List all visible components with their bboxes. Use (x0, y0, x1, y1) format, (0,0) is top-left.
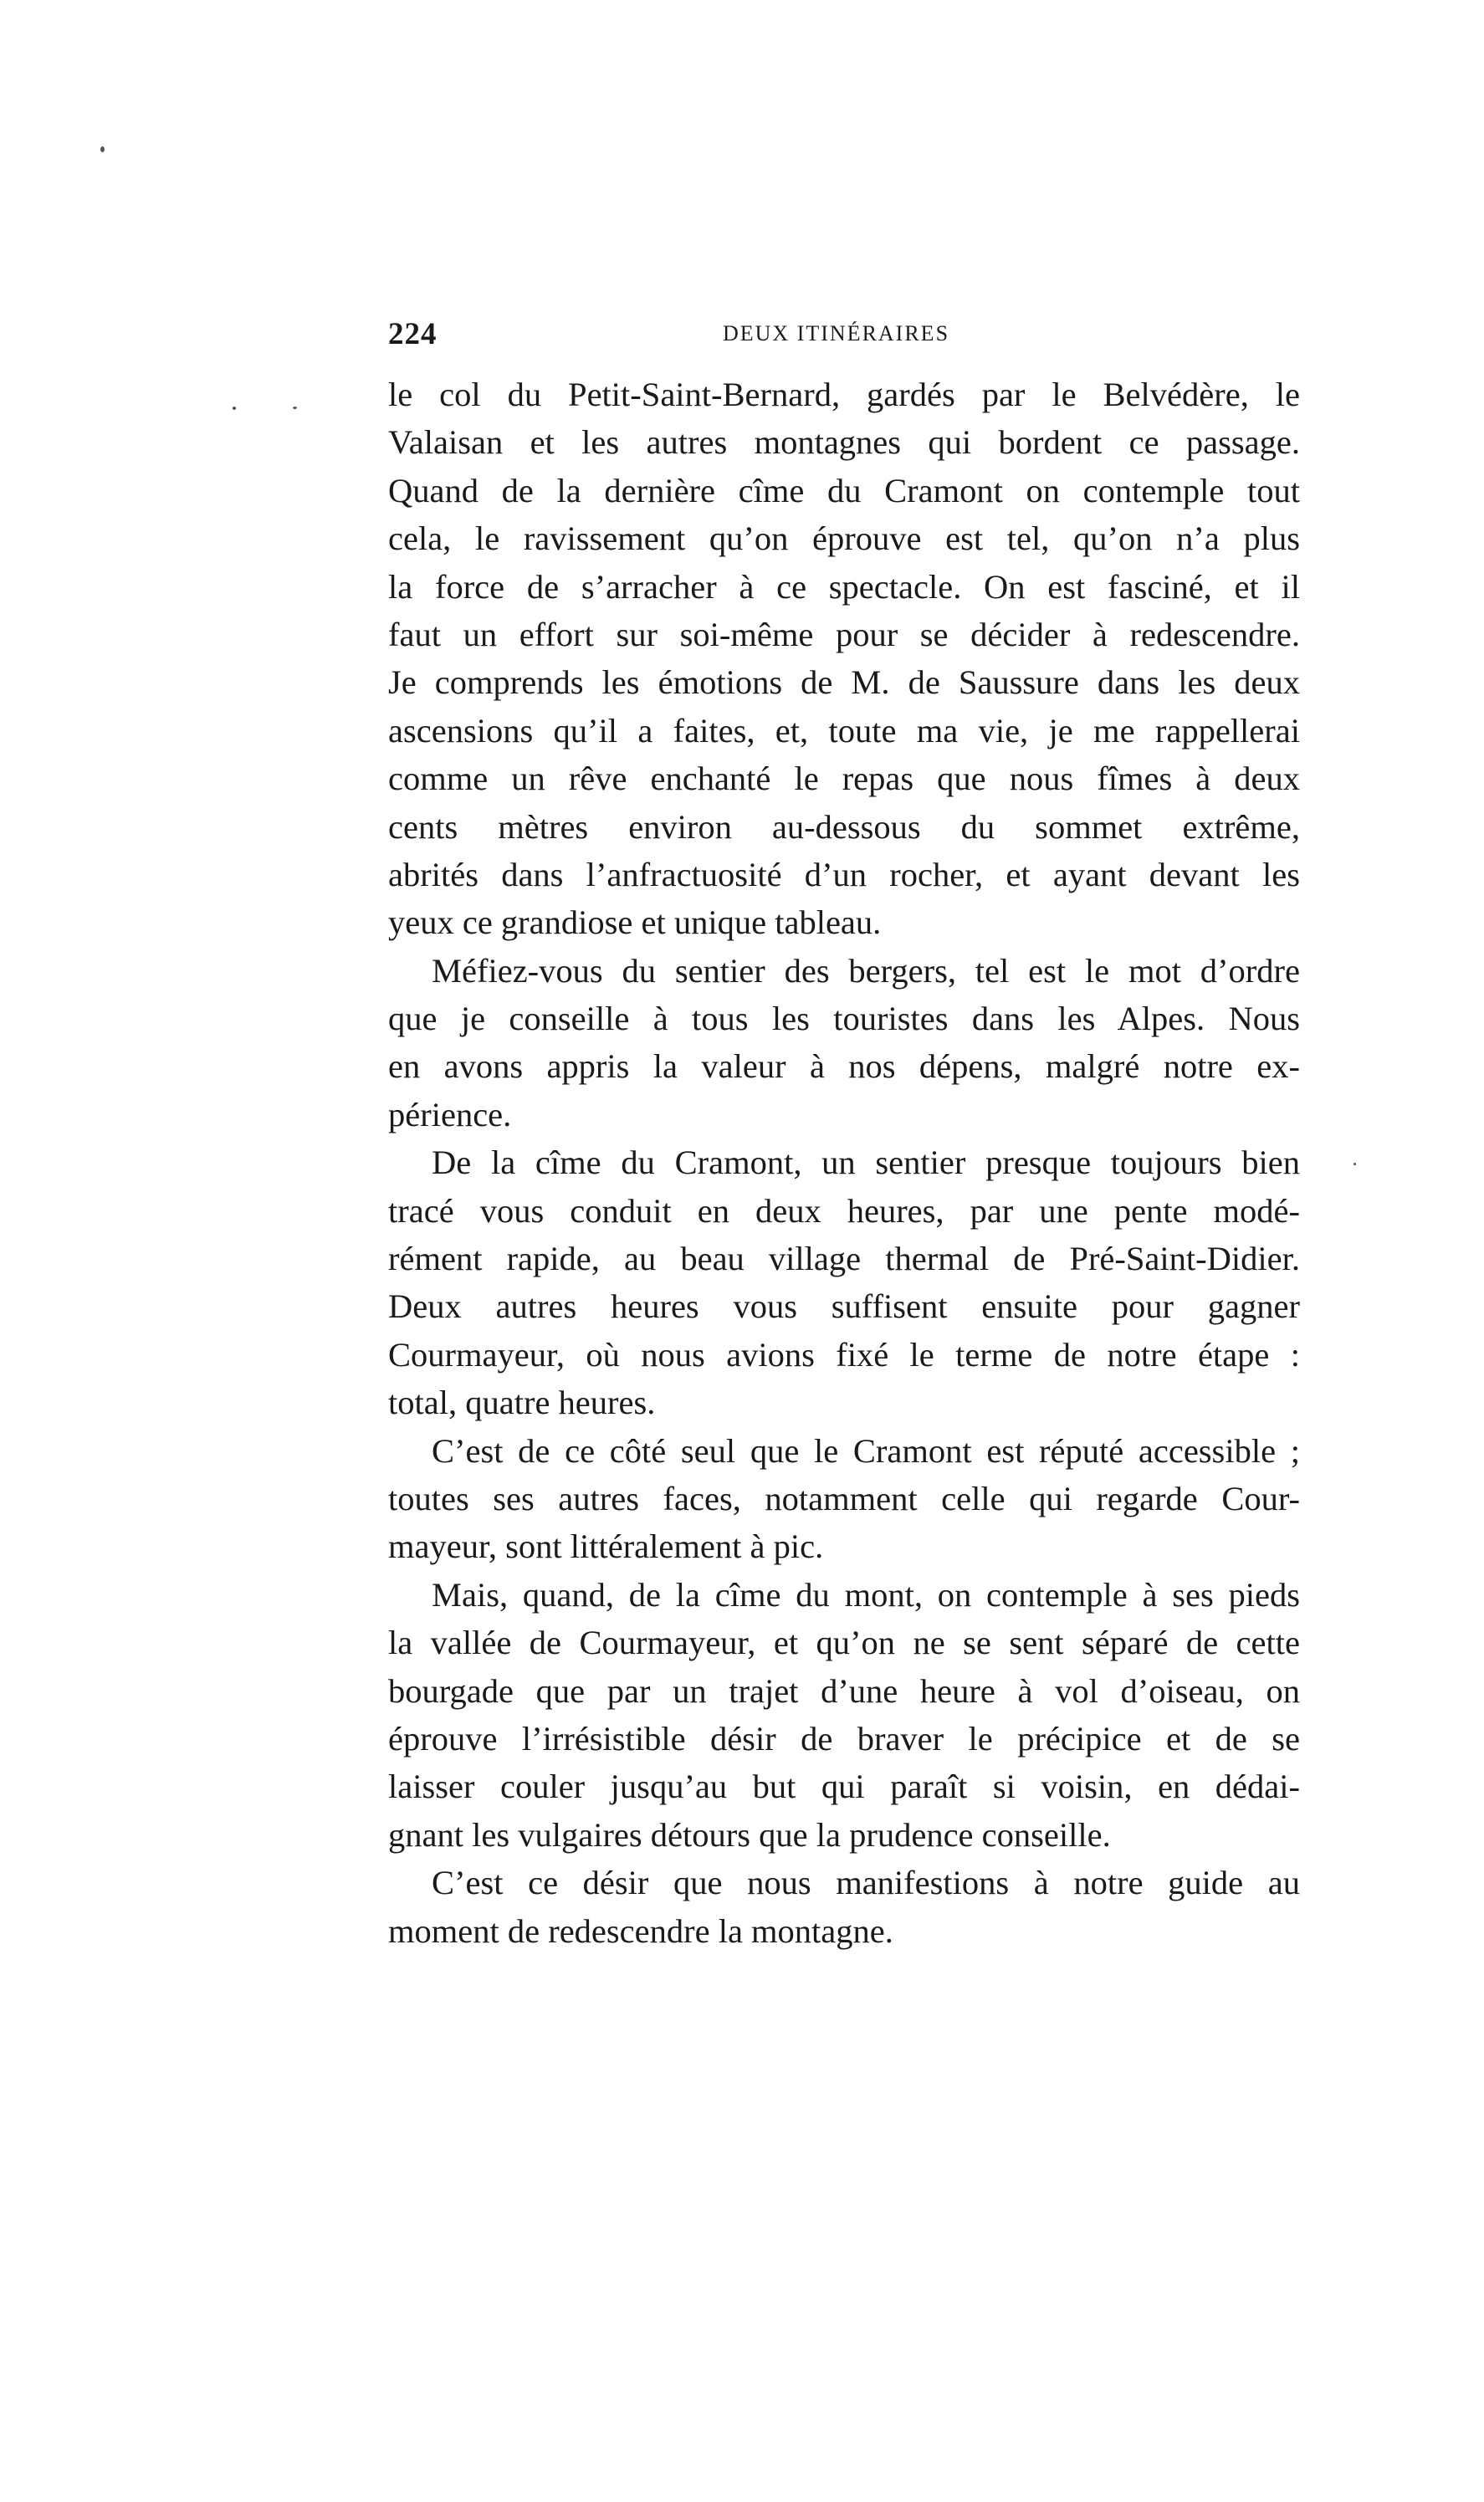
text-line: Mais, quand, de la cîme du mont, on contemple à ses pieds (432, 1575, 1300, 1614)
text-line: que je conseille à tous les touristes dans les Alpes. Nous (388, 1000, 1300, 1038)
page-number: 224 (388, 317, 438, 351)
text-line: De la cîme du Cramont, un sentier presque toujours bien (432, 1144, 1300, 1182)
text-line: Courmayeur, où nous avions fixé le terme de notre étape : (388, 1335, 1300, 1374)
text-line: faut un effort sur soi-même pour se décider à redescendre. (388, 615, 1300, 653)
text-line: Quand de la dernière cîme du Cramont on contemple tout (388, 471, 1300, 509)
text-line: Méfiez-vous du sentier des bergers, tel est le mot d’ordre (432, 951, 1300, 990)
running-title: DEUX ITINÉRAIRES (723, 321, 950, 345)
text-line: cela, le ravissement qu’on éprouve est tel, qu’on n’a plus (388, 519, 1300, 558)
text-line: mayeur, sont littéralement à pic. (388, 1527, 824, 1566)
text-line: gnant les vulgaires détours que la prudence conseille. (388, 1815, 1111, 1854)
paragraph (388, 1571, 1300, 1859)
text-line: toutes ses autres faces, notamment celle qui regarde Cour- (388, 1479, 1300, 1517)
body-text (388, 371, 1300, 1955)
text-line: Deux autres heures vous suffisent ensuite pour gagner (388, 1287, 1300, 1326)
paragraph (388, 371, 1300, 947)
text-line: périence. (388, 1095, 512, 1133)
ink-speck (100, 146, 105, 152)
text-line: rément rapide, au beau village thermal de Pré-Saint-Didier. (388, 1240, 1300, 1278)
text-line: Valaisan et les autres montagnes qui bordent ce passage. (388, 423, 1300, 462)
ink-speck (1354, 1163, 1356, 1165)
paragraph (388, 947, 1300, 1139)
running-head (388, 316, 1308, 358)
ink-speck (233, 407, 236, 410)
text-line: C’est ce désir que nous manifestions à notre guide au (432, 1864, 1300, 1902)
text-line: abrités dans l’anfractuosité d’un rocher, et ayant devant les (388, 855, 1300, 893)
paragraph (388, 1859, 1300, 1955)
text-line: yeux ce grandiose et unique tableau. (388, 903, 882, 942)
text-line: tracé vous conduit en deux heures, par une pente modé- (388, 1191, 1300, 1230)
text-line: total, quatre heures. (388, 1384, 656, 1422)
text-line: bourgade que par un trajet d’une heure à vol d’oiseau, on (388, 1671, 1300, 1710)
text-line: ascensions qu’il a faites, et, toute ma vie, je me rappellerai (388, 711, 1300, 750)
text-line: laisser couler jusqu’au but qui paraît si voisin, en dédai- (388, 1768, 1300, 1806)
text-line: C’est de ce côté seul que le Cramont est réputé accessible ; (432, 1431, 1300, 1470)
paragraph (388, 1138, 1300, 1426)
text-line: en avons appris la valeur à nos dépens, malgré notre ex- (388, 1047, 1300, 1086)
text-line: Je comprends les émotions de M. de Saussure dans les deux (388, 663, 1300, 702)
text-line: la vallée de Courmayeur, et qu’on ne se sent séparé de cette (388, 1624, 1300, 1662)
text-line: le col du Petit-Saint-Bernard, gardés par le Belvédère, le (388, 376, 1300, 413)
text-line: la force de s’arracher à ce spectacle. On est fasciné, et il (388, 567, 1300, 606)
text-line: comme un rêve enchanté le repas que nous fîmes à deux (388, 760, 1300, 798)
text-line: éprouve l’irrésistible désir de braver le précipice et de se (388, 1719, 1300, 1758)
paragraph (388, 1427, 1300, 1571)
text-line: moment de redescendre la montagne. (388, 1911, 893, 1950)
text-line: cents mètres environ au-dessous du sommet extrême, (388, 807, 1300, 846)
ink-speck (293, 407, 297, 409)
